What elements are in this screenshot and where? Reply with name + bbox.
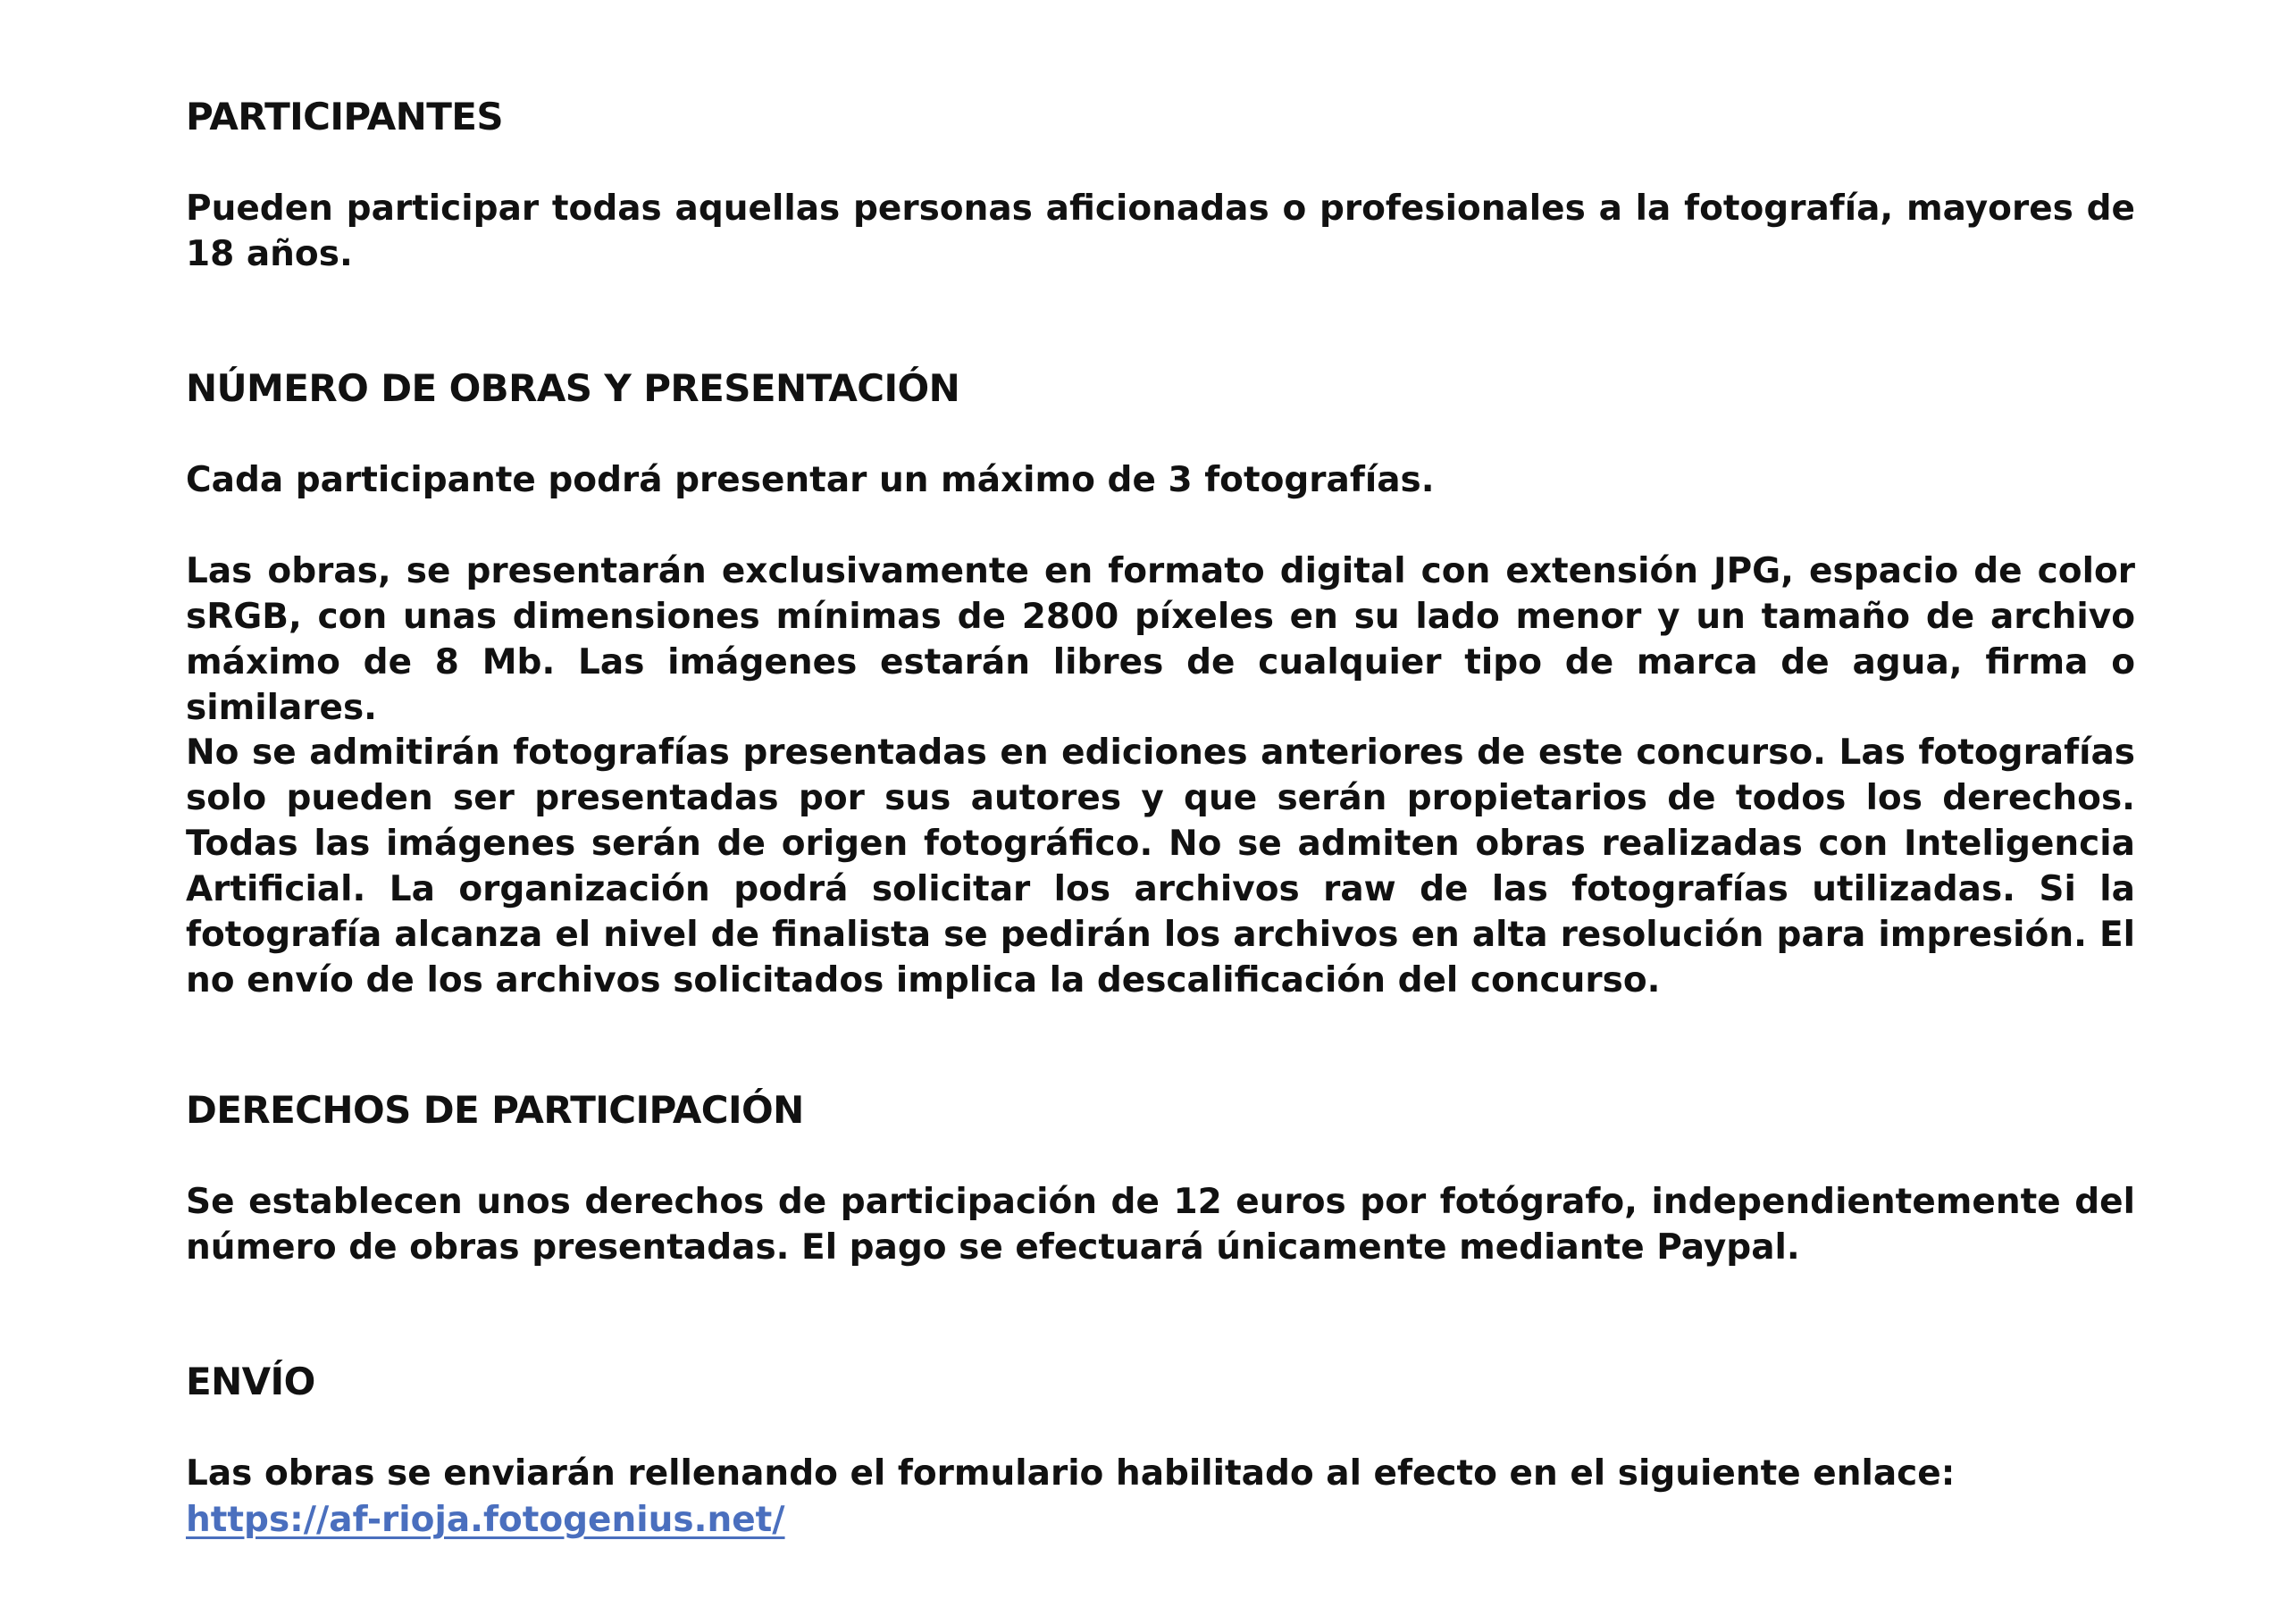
paragraph-derechos: Se establecen unos derechos de participación de 12 euros por fotógrafo, independientemente del número de obras presentadas. El pago se efectuará únicamente mediante Paypal. xyxy=(186,1182,2135,1268)
paragraph-participantes: Pueden participar todas aquellas personas aficionadas o profesionales a la fotografía, mayores de 18 años. xyxy=(186,188,2135,274)
heading-numero-obras: NÚMERO DE OBRAS Y PRESENTACIÓN xyxy=(186,366,960,410)
heading-derechos-participacion: DERECHOS DE PARTICIPACIÓN xyxy=(186,1088,804,1132)
paragraph-maximo-fotografias: Cada participante podrá presentar un máximo de 3 fotografías. xyxy=(186,460,1435,500)
paragraph-formato-digital: Las obras, se presentarán exclusivamente en formato digital con extensión JPG, espacio de color sRGB, con unas dimensiones mínimas de 2800 píxeles en su lado menor y un tamaño de archivo máximo de 8 Mb. Las imágenes estarán libres de cualquier tipo de marca de agua, firma o similares. xyxy=(186,551,2135,728)
heading-participantes: PARTICIPANTES xyxy=(186,95,503,138)
paragraph-envio: Las obras se enviarán rellenando el formulario habilitado al efecto en el siguiente enlace: xyxy=(186,1453,1956,1494)
heading-envio: ENVÍO xyxy=(186,1360,315,1403)
envio-link[interactable]: https://af-rioja.fotogenius.net/ xyxy=(186,1500,785,1540)
paragraph-condiciones-obras: No se admitirán fotografías presentadas en ediciones anteriores de este concurso. Las fotografías solo pueden ser presentadas por sus autores y que serán propietarios de todos los derechos. Todas las imágenes serán de origen fotográfico. No se admiten obras realizadas con Inteligencia Artificial. La organización podrá solicitar los archivos raw de las fotografías utilizadas. Si la fotografía alcanza el nivel de finalista se pedirán los archivos en alta resolución para impresión. El no envío de los archivos solicitados implica la descalificación del concurso. xyxy=(186,732,2135,1000)
